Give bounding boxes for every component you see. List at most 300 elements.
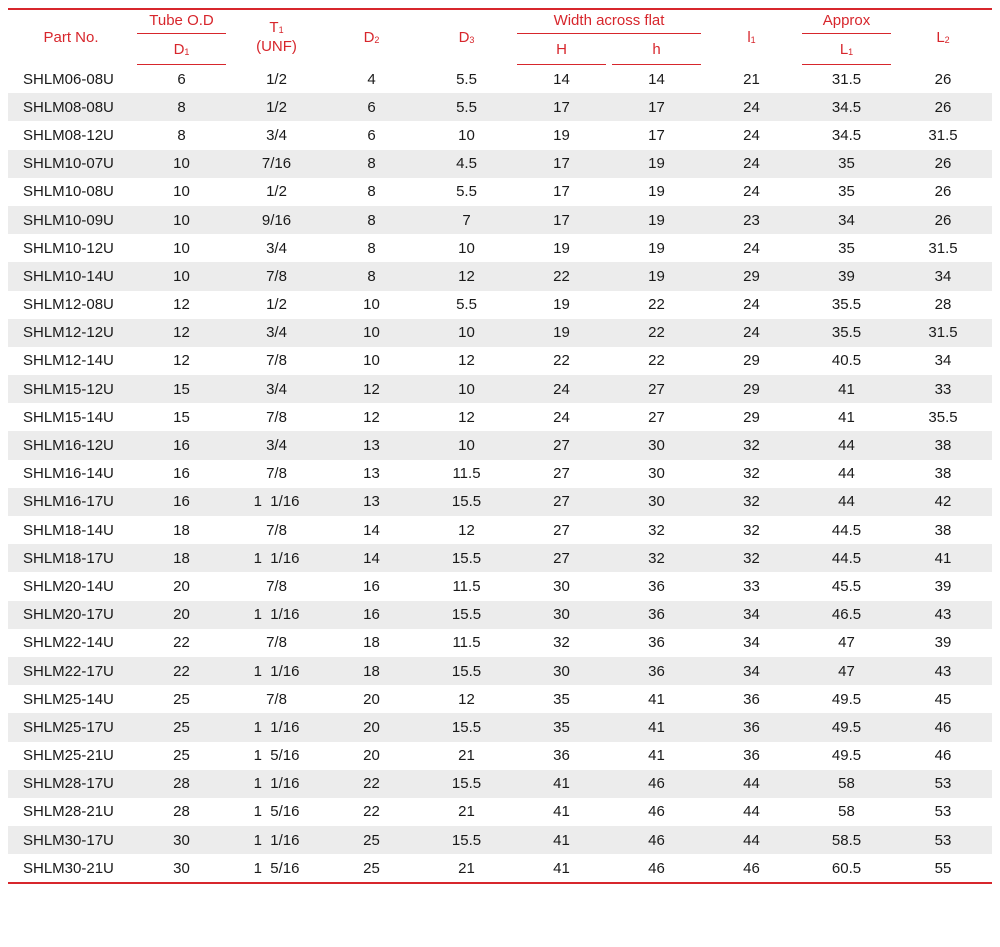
cell-d2: 25: [363, 859, 380, 877]
header-L1: [799, 36, 894, 65]
cell-part-no: SHLM22-17U: [8, 657, 134, 685]
header-d1-label: [137, 36, 226, 65]
cell-tube-od-d1: 8: [134, 93, 229, 121]
cell-d3: 12: [458, 521, 475, 539]
d1-main: D: [173, 41, 185, 58]
table-row: [8, 347, 992, 375]
cell-L1: 35.5: [799, 319, 894, 347]
table-row: [8, 65, 992, 93]
cell-part-no: SHLM12-14U: [23, 352, 114, 370]
cell-h-upper: 30: [553, 577, 570, 595]
cell-L1: 49.5: [831, 690, 862, 708]
cell-h-lower: 41: [648, 690, 665, 708]
cell-t1: 1 5/16: [253, 859, 300, 877]
cell-d3: 15.5: [419, 544, 514, 572]
cell-h-upper: 17: [514, 150, 609, 178]
cell-l1: 34: [743, 634, 760, 652]
cell-tube-od-d1: 16: [134, 431, 229, 459]
cell-L1: 39: [799, 262, 894, 290]
cell-d2: 8: [324, 262, 419, 290]
cell-l1: 24: [743, 183, 760, 201]
cell-part-no: SHLM25-17U: [8, 713, 134, 741]
cell-d2: 18: [363, 634, 380, 652]
cell-L1: 35: [838, 183, 855, 201]
header-h-upper-label: H: [517, 36, 606, 65]
cell-t1: 7/8: [266, 521, 287, 539]
cell-h-lower: 14: [648, 70, 665, 88]
cell-d3: 15.5: [419, 657, 514, 685]
cell-l1: 24: [704, 150, 799, 178]
d1-sub: 1: [184, 47, 190, 57]
table-row: [8, 770, 992, 798]
cell-part-no: SHLM16-17U: [8, 488, 134, 516]
cell-d3: 11.5: [452, 577, 481, 595]
cell-L1: 45.5: [831, 577, 862, 595]
cell-h-lower: 32: [609, 544, 704, 572]
cell-d3: 21: [458, 803, 475, 821]
L1-main: L: [839, 41, 849, 58]
cell-d2: 8: [324, 206, 419, 234]
cell-d3: 21: [458, 747, 475, 765]
cell-L2: 31.5: [894, 319, 992, 347]
header-tube-od-label: Tube O.D: [137, 12, 226, 34]
cell-tube-od-d1: 25: [173, 747, 190, 765]
cell-d3: 15.5: [419, 713, 514, 741]
cell-L2: 26: [894, 93, 992, 121]
cell-L2: 39: [934, 577, 952, 595]
cell-h-upper: 30: [514, 601, 609, 629]
cell-l1: 32: [704, 544, 799, 572]
cell-t1: 7/8: [266, 408, 287, 426]
cell-h-lower: 19: [609, 262, 704, 290]
cell-d3: 5.5: [456, 183, 477, 201]
cell-d3: 15.5: [419, 488, 514, 516]
cell-d3: 7: [419, 206, 514, 234]
cell-L2: 31.5: [928, 126, 958, 144]
cell-t1: 1 1/16: [229, 488, 324, 516]
table-row: [8, 488, 992, 516]
cell-d3: 21: [458, 859, 475, 877]
cell-l1: 29: [704, 262, 799, 290]
cell-d3: 10: [419, 319, 514, 347]
header-d1: [134, 36, 229, 65]
table-row: [8, 431, 992, 459]
cell-tube-od-d1: 20: [173, 577, 190, 595]
table-body: [8, 65, 992, 882]
cell-L1: 41: [838, 408, 855, 426]
cell-h-lower: 36: [648, 577, 665, 595]
cell-d2: 6: [367, 126, 376, 144]
cell-t1: 1/2: [266, 70, 287, 88]
cell-l1: 29: [743, 352, 760, 370]
cell-t1: 3/4: [266, 126, 287, 144]
cell-L1: 31.5: [831, 70, 862, 88]
cell-t1: 7/8: [266, 690, 287, 708]
cell-part-no: SHLM28-21U: [23, 803, 114, 821]
table-row: [8, 713, 992, 741]
cell-part-no: SHLM06-08U: [23, 70, 114, 88]
cell-tube-od-d1: 18: [173, 521, 190, 539]
cell-tube-od-d1: 25: [134, 713, 229, 741]
table-row: [8, 206, 992, 234]
d3-sub: 3: [469, 35, 475, 45]
table-row: [8, 93, 992, 121]
cell-L1: 58: [799, 770, 894, 798]
cell-t1: 7/16: [229, 150, 324, 178]
cell-h-lower: 46: [648, 803, 665, 821]
cell-t1: 1 1/16: [229, 657, 324, 685]
cell-L2: 38: [934, 465, 952, 483]
cell-L1: 60.5: [831, 859, 862, 877]
cell-part-no: SHLM10-12U: [23, 239, 114, 257]
cell-L1: 58: [838, 803, 855, 821]
cell-d3: 15.5: [419, 826, 514, 854]
cell-part-no: SHLM25-14U: [23, 690, 114, 708]
cell-d2: 16: [324, 601, 419, 629]
cell-h-upper: 35: [553, 690, 570, 708]
header-d2: [324, 10, 419, 65]
cell-h-lower: 22: [648, 352, 665, 370]
cell-t1: 9/16: [229, 206, 324, 234]
cell-l1: 32: [743, 521, 760, 539]
cell-L1: 49.5: [831, 747, 862, 765]
cell-h-upper: 24: [553, 408, 570, 426]
header-h-lower-label: h: [612, 36, 701, 65]
cell-t1: 3/4: [229, 375, 324, 403]
header-width-across-flat: [514, 10, 704, 36]
cell-tube-od-d1: 28: [173, 803, 190, 821]
cell-L2: 26: [934, 183, 952, 201]
cell-h-upper: 30: [514, 657, 609, 685]
table-header: [8, 10, 992, 65]
cell-h-lower: 46: [648, 859, 665, 877]
cell-t1: 1 1/16: [229, 601, 324, 629]
cell-tube-od-d1: 22: [173, 634, 190, 652]
cell-L1: 46.5: [799, 601, 894, 629]
table-bottom-rule: [8, 882, 992, 884]
header-l1-lower: [704, 10, 799, 65]
cell-h-lower: 41: [609, 713, 704, 741]
l1-lower-main: l: [747, 29, 751, 46]
cell-l1: 29: [743, 408, 760, 426]
cell-tube-od-d1: 6: [177, 70, 186, 88]
cell-L2: 41: [894, 544, 992, 572]
cell-part-no: SHLM18-17U: [8, 544, 134, 572]
cell-h-upper: 24: [514, 375, 609, 403]
cell-t1: 1/2: [266, 296, 287, 314]
cell-d3: 15.5: [419, 601, 514, 629]
cell-l1: 34: [704, 601, 799, 629]
L2-main: L: [936, 29, 945, 46]
dimensions-table: [8, 10, 992, 882]
header-L1-label: [802, 36, 891, 65]
cell-h-upper: 32: [553, 634, 570, 652]
cell-tube-od-d1: 28: [134, 770, 229, 798]
cell-h-lower: 19: [609, 150, 704, 178]
cell-L2: 26: [934, 70, 952, 88]
cell-h-upper: 17: [514, 93, 609, 121]
cell-h-upper: 27: [514, 544, 609, 572]
table-row: [8, 601, 992, 629]
table-row: [8, 826, 992, 854]
header-t1-symbol: [229, 19, 324, 38]
cell-L2: 26: [894, 206, 992, 234]
cell-t1: 1/2: [266, 183, 287, 201]
cell-d3: 11.5: [452, 634, 481, 652]
cell-d2: 10: [363, 352, 380, 370]
cell-d3: 12: [419, 262, 514, 290]
table-row: [8, 685, 992, 713]
table-row: [8, 629, 992, 657]
cell-L1: 34: [799, 206, 894, 234]
cell-h-upper: 14: [553, 70, 570, 88]
cell-L2: 35.5: [928, 408, 958, 426]
cell-d2: 8: [367, 183, 376, 201]
cell-part-no: SHLM20-14U: [23, 577, 114, 595]
cell-d3: 12: [458, 352, 475, 370]
cell-L1: 44.5: [799, 544, 894, 572]
cell-part-no: SHLM15-14U: [23, 408, 114, 426]
cell-L2: 39: [934, 634, 952, 652]
cell-d2: 12: [324, 375, 419, 403]
cell-d3: 11.5: [452, 465, 481, 483]
cell-part-no: SHLM30-21U: [23, 859, 114, 877]
header-d3: [419, 10, 514, 65]
cell-part-no: SHLM08-08U: [8, 93, 134, 121]
header-h-lower: [609, 36, 704, 65]
cell-part-no: SHLM12-12U: [8, 319, 134, 347]
cell-tube-od-d1: 15: [173, 408, 190, 426]
cell-L1: 40.5: [831, 352, 862, 370]
cell-h-lower: 41: [648, 747, 665, 765]
cell-h-lower: 19: [648, 183, 665, 201]
cell-tube-od-d1: 16: [173, 465, 190, 483]
cell-h-lower: 22: [609, 319, 704, 347]
cell-d2: 13: [363, 465, 380, 483]
cell-L2: 33: [894, 375, 992, 403]
cell-d3: 5.5: [456, 296, 477, 314]
cell-part-no: SHLM25-21U: [23, 747, 114, 765]
cell-tube-od-d1: 8: [177, 126, 186, 144]
cell-h-lower: 17: [648, 126, 665, 144]
header-part-no: [8, 10, 134, 65]
cell-l1: 24: [743, 126, 760, 144]
table-row: [8, 516, 992, 544]
cell-tube-od-d1: 12: [134, 319, 229, 347]
cell-d3: 5.5: [419, 93, 514, 121]
cell-L1: 44: [799, 431, 894, 459]
cell-L2: 53: [934, 803, 952, 821]
table-row: [8, 854, 992, 882]
cell-tube-od-d1: 20: [134, 601, 229, 629]
cell-h-upper: 19: [553, 296, 570, 314]
cell-d3: 10: [458, 239, 475, 257]
cell-l1: 36: [743, 747, 760, 765]
cell-L2: 46: [894, 713, 992, 741]
cell-h-upper: 36: [553, 747, 570, 765]
cell-t1: 7/8: [266, 634, 287, 652]
cell-h-upper: 27: [553, 465, 570, 483]
cell-h-upper: 19: [553, 239, 570, 257]
cell-d2: 6: [324, 93, 419, 121]
cell-h-lower: 30: [609, 488, 704, 516]
cell-h-lower: 22: [648, 296, 665, 314]
cell-L2: 34: [894, 262, 992, 290]
cell-d3: 10: [458, 126, 475, 144]
cell-h-lower: 46: [609, 770, 704, 798]
cell-tube-od-d1: 30: [134, 826, 229, 854]
cell-h-lower: 36: [609, 657, 704, 685]
cell-l1: 32: [743, 465, 760, 483]
header-approx: [799, 10, 894, 36]
cell-L2: 43: [894, 601, 992, 629]
cell-l1: 32: [704, 488, 799, 516]
table-row: [8, 121, 992, 149]
cell-part-no: SHLM10-07U: [8, 150, 134, 178]
cell-L2: 26: [894, 150, 992, 178]
cell-t1: 7/8: [266, 465, 287, 483]
cell-tube-od-d1: 12: [173, 296, 190, 314]
cell-d2: 10: [324, 319, 419, 347]
cell-h-upper: 17: [514, 206, 609, 234]
cell-l1: 36: [704, 713, 799, 741]
cell-tube-od-d1: 25: [173, 690, 190, 708]
d2-main: D: [363, 29, 375, 46]
cell-L2: 53: [894, 826, 992, 854]
cell-h-upper: 17: [553, 183, 570, 201]
cell-h-upper: 27: [514, 431, 609, 459]
cell-d2: 8: [367, 239, 376, 257]
cell-part-no: SHLM08-12U: [23, 126, 114, 144]
cell-L2: 38: [934, 521, 952, 539]
cell-h-upper: 27: [553, 521, 570, 539]
cell-tube-od-d1: 22: [134, 657, 229, 685]
table-row: [8, 403, 992, 431]
cell-t1: 3/4: [229, 319, 324, 347]
table-row: [8, 544, 992, 572]
cell-l1: 36: [743, 690, 760, 708]
cell-h-upper: 19: [514, 319, 609, 347]
cell-part-no: SHLM10-08U: [23, 183, 114, 201]
cell-tube-od-d1: 16: [134, 488, 229, 516]
cell-l1: 23: [704, 206, 799, 234]
table-row: [8, 375, 992, 403]
cell-tube-od-d1: 10: [173, 183, 190, 201]
cell-part-no: SHLM22-14U: [23, 634, 114, 652]
cell-tube-od-d1: 30: [173, 859, 190, 877]
cell-t1: 3/4: [266, 239, 287, 257]
cell-l1: 46: [743, 859, 760, 877]
cell-l1: 32: [704, 431, 799, 459]
cell-l1: 44: [704, 770, 799, 798]
L2-sub: 2: [944, 35, 950, 45]
cell-h-lower: 36: [609, 601, 704, 629]
cell-L1: 34.5: [799, 93, 894, 121]
cell-L2: 31.5: [928, 239, 958, 257]
cell-t1: 7/8: [229, 262, 324, 290]
cell-part-no: SHLM16-14U: [23, 465, 114, 483]
cell-L1: 35: [838, 239, 855, 257]
cell-tube-od-d1: 15: [134, 375, 229, 403]
table-row: [8, 262, 992, 290]
cell-L2: 28: [934, 296, 952, 314]
cell-l1: 44: [743, 803, 760, 821]
d3-main: D: [458, 29, 470, 46]
cell-part-no: SHLM18-14U: [23, 521, 114, 539]
cell-tube-od-d1: 10: [134, 206, 229, 234]
cell-d2: 18: [324, 657, 419, 685]
cell-t1: 7/8: [266, 577, 287, 595]
cell-h-upper: 35: [514, 713, 609, 741]
cell-t1: 1/2: [229, 93, 324, 121]
cell-d2: 13: [324, 431, 419, 459]
cell-L2: 46: [934, 747, 952, 765]
cell-h-upper: 27: [514, 488, 609, 516]
table-row: [8, 319, 992, 347]
cell-d2: 22: [324, 770, 419, 798]
cell-h-lower: 32: [648, 521, 665, 539]
cell-t1: 7/8: [266, 352, 287, 370]
cell-part-no: SHLM30-17U: [8, 826, 134, 854]
cell-h-upper: 41: [553, 803, 570, 821]
d2-sub: 2: [374, 35, 380, 45]
cell-d2: 20: [363, 747, 380, 765]
header-t1-unit: (UNF): [256, 38, 297, 55]
cell-h-upper: 22: [514, 262, 609, 290]
cell-L2: 43: [894, 657, 992, 685]
cell-l1: 44: [704, 826, 799, 854]
cell-d3: 12: [458, 408, 475, 426]
cell-h-lower: 36: [648, 634, 665, 652]
cell-h-upper: 41: [514, 770, 609, 798]
cell-L2: 34: [934, 352, 952, 370]
cell-part-no: SHLM28-17U: [8, 770, 134, 798]
cell-part-no: SHLM16-12U: [8, 431, 134, 459]
cell-h-upper: 22: [553, 352, 570, 370]
cell-L1: 47: [838, 634, 855, 652]
cell-d2: 4: [367, 70, 376, 88]
cell-L2: 45: [934, 690, 952, 708]
cell-L1: 49.5: [799, 713, 894, 741]
cell-part-no: SHLM20-17U: [8, 601, 134, 629]
cell-t1: 3/4: [229, 431, 324, 459]
cell-d3: 12: [458, 690, 475, 708]
table-row: [8, 657, 992, 685]
cell-d3: 4.5: [419, 150, 514, 178]
cell-tube-od-d1: 10: [134, 150, 229, 178]
cell-L2: 55: [934, 859, 952, 877]
cell-l1: 34: [704, 657, 799, 685]
cell-L1: 44.5: [831, 521, 862, 539]
cell-L1: 35.5: [831, 296, 862, 314]
cell-d2: 14: [363, 521, 380, 539]
cell-tube-od-d1: 12: [173, 352, 190, 370]
cell-tube-od-d1: 10: [173, 239, 190, 257]
cell-d3: 10: [419, 375, 514, 403]
cell-L1: 58.5: [799, 826, 894, 854]
cell-h-lower: 27: [609, 375, 704, 403]
cell-l1: 29: [704, 375, 799, 403]
t1-main: T: [269, 19, 279, 36]
table-row: [8, 460, 992, 488]
cell-l1: 24: [704, 93, 799, 121]
cell-h-upper: 41: [553, 859, 570, 877]
cell-d3: 10: [419, 431, 514, 459]
cell-L2: 38: [894, 431, 992, 459]
table-row: [8, 234, 992, 262]
cell-part-no: SHLM12-08U: [23, 296, 114, 314]
table-row: [8, 150, 992, 178]
